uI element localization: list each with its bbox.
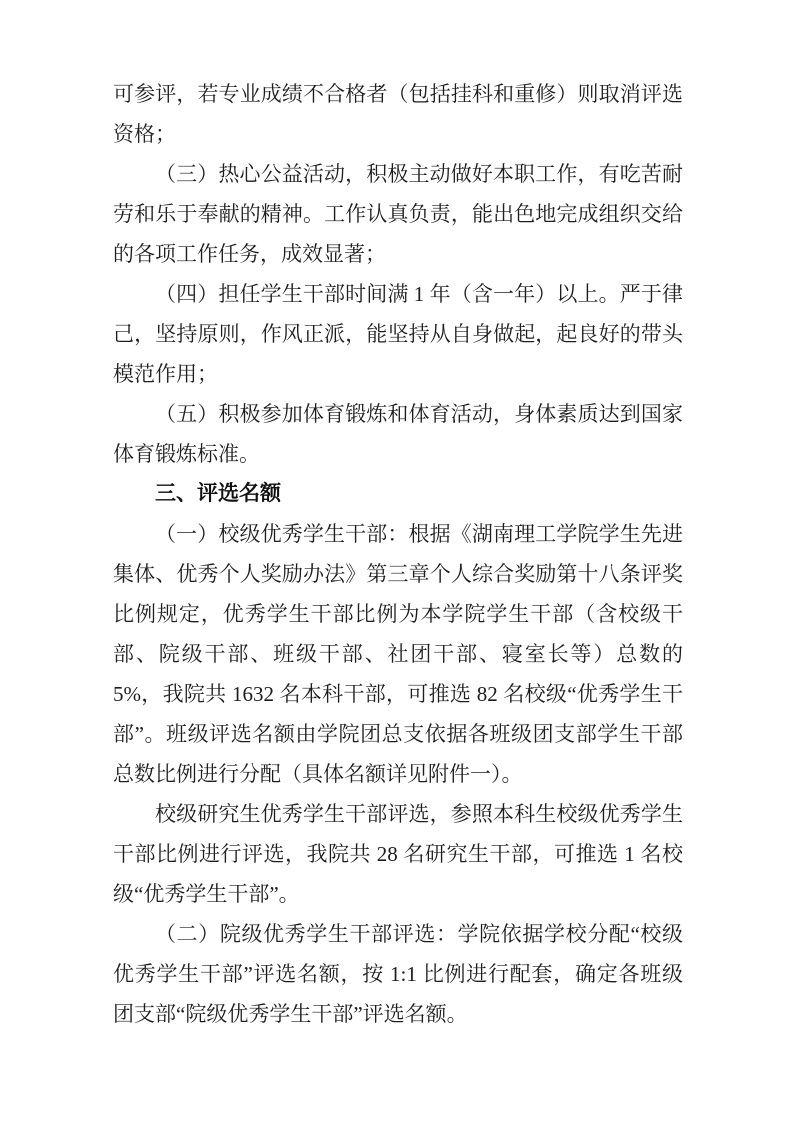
- paragraph: 校级研究生优秀学生干部评选，参照本科生校级优秀学生干部比例进行评选，我院共 28 名研究生干部，可推选 1 名校级“优秀学生干部”。: [113, 802, 683, 906]
- paragraph: （四）担任学生干部时间满 1 年（含一年）以上。严于律己，坚持原则，作风正派，能坚持从自身做起，起良好的带头模范作用；: [113, 282, 683, 386]
- paragraph: （三）热心公益活动，积极主动做好本职工作，有吃苦耐劳和乐于奉献的精神。工作认真负责，能出色地完成组织交给的各项工作任务，成效显著；: [113, 162, 683, 266]
- paragraph: 可参评，若专业成绩不合格者（包括挂科和重修）则取消评选资格；: [113, 82, 683, 146]
- paragraph: （二）院级优秀学生干部评选：学院依据学校分配“校级优秀学生干部”评选名额，按 1:1 比例进行配套，确定各班级团支部“院级优秀学生干部”评选名额。: [113, 922, 683, 1026]
- paragraph: （一）校级优秀学生干部：根据《湖南理工学院学生先进集体、优秀个人奖励办法》第三章个人综合奖励第十八条评奖比例规定，优秀学生干部比例为本学院学生干部（含校级干部、院级干部、班级干部、社团干部、寝室长等）总数的 5%，我院共 1632 名本科干部，可推选 82 名校级“优秀学生干部”。班级评选名额由学院团总支依据各班级团支部学生干部总数比例进行分配（具体名额详见附件一）。: [113, 522, 683, 786]
- section-heading: 三、评选名额: [155, 482, 281, 505]
- paragraph: （五）积极参加体育锻炼和体育活动，身体素质达到国家体育锻炼标准。: [113, 402, 683, 466]
- document-content: [113, 74, 683, 1034]
